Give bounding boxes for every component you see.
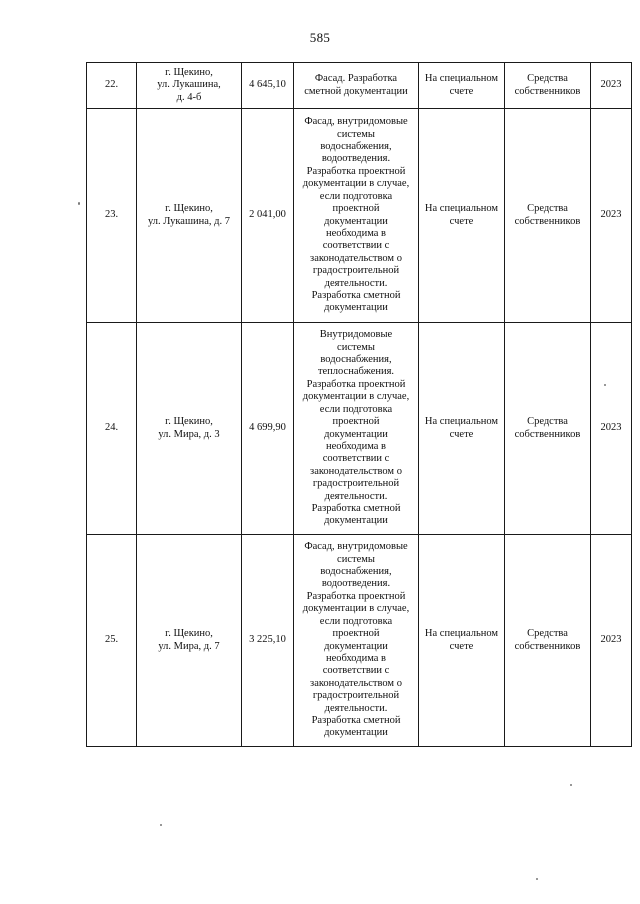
account-cell: На специальном счете — [419, 535, 505, 747]
table-row — [87, 323, 632, 535]
account-cell: На специальном счете — [419, 63, 505, 109]
account-cell: На специальном счете — [419, 109, 505, 323]
address-cell: г. Щекино, ул. Лукашина, д. 4-б — [137, 63, 242, 109]
works-cell: Фасад, внутридомовые системы водоснабжения, водоотведения. Разработка проектной документации в случае, если подготовка проектной документации необходима в соответствии с законодательством о градостроительной деятельности. Разработка сметной документации — [294, 535, 419, 747]
year-cell: 2023 — [591, 535, 632, 747]
area-cell: 2 041,00 — [242, 109, 294, 323]
row-number: 22. — [87, 63, 137, 109]
table-row — [87, 109, 632, 323]
address-cell: г. Щекино, ул. Мира, д. 7 — [137, 535, 242, 747]
scan-speck — [78, 202, 80, 205]
year-cell: 2023 — [591, 63, 632, 109]
funding-cell: Средства собственников — [505, 109, 591, 323]
area-cell: 4 645,10 — [242, 63, 294, 109]
page-number: 585 — [309, 30, 331, 45]
scan-speck — [160, 824, 162, 826]
funding-cell: Средства собственников — [505, 323, 591, 535]
row-number: 25. — [87, 535, 137, 747]
table-row — [87, 63, 632, 109]
address-cell: г. Щекино, ул. Мира, д. 3 — [137, 323, 242, 535]
year-cell: 2023 — [591, 109, 632, 323]
table-row — [87, 535, 632, 747]
area-cell: 4 699,90 — [242, 323, 294, 535]
area-cell: 3 225,10 — [242, 535, 294, 747]
scan-speck — [570, 784, 572, 786]
works-cell: Внутридомовые системы водоснабжения, теплоснабжения. Разработка проектной документации в случае, если подготовка проектной документации необходима в соответствии с законодательством о градостроительной деятельности. Разработка сметной документации — [294, 323, 419, 535]
address-cell: г. Щекино, ул. Лукашина, д. 7 — [137, 109, 242, 323]
row-number: 24. — [87, 323, 137, 535]
scan-speck — [536, 878, 538, 880]
scan-speck — [604, 384, 606, 386]
year-cell: 2023 — [591, 323, 632, 535]
account-cell: На специальном счете — [419, 323, 505, 535]
works-cell: Фасад. Разработка сметной документации — [294, 63, 419, 109]
row-number: 23. — [87, 109, 137, 323]
funding-cell: Средства собственников — [505, 535, 591, 747]
works-cell: Фасад, внутридомовые системы водоснабжения, водоотведения. Разработка проектной документации в случае, если подготовка проектной документации необходима в соответствии с законодательством о градостроительной деятельности. Разработка сметной документации — [294, 109, 419, 323]
repair-schedule-table — [86, 62, 632, 747]
funding-cell: Средства собственников — [505, 63, 591, 109]
